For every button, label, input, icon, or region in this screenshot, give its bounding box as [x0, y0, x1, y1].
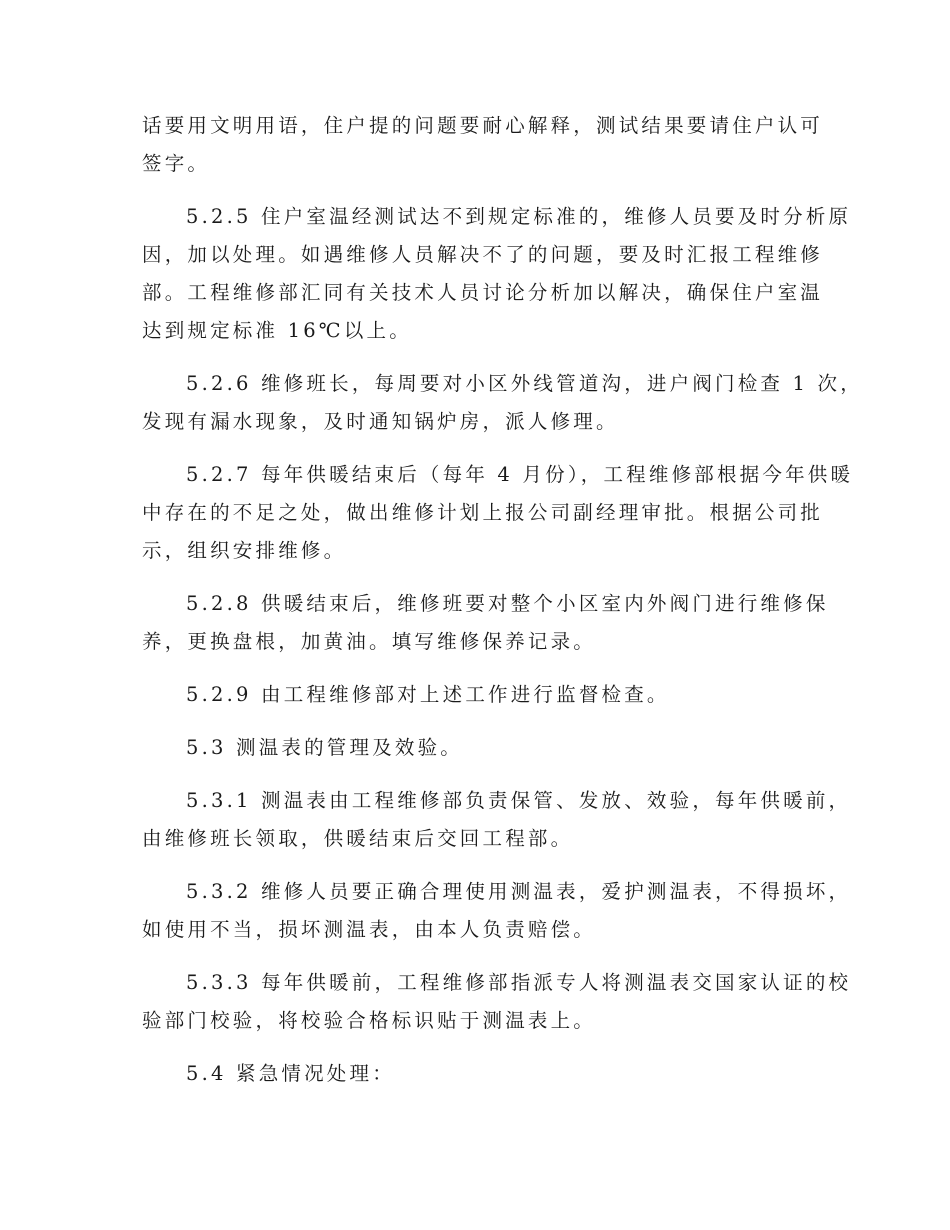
- text-line: 养，更换盘根，加黄油。填写维修保养记录。: [142, 630, 597, 653]
- text-line: 因，加以处理。如遇维修人员解决不了的问题，要及时汇报工程维修: [142, 243, 824, 266]
- text-line: 由维修班长领取，供暖结束后交回工程部。: [142, 827, 574, 850]
- text-line: 中存在的不足之处，做出维修计划上报公司副经理审批。根据公司批: [142, 501, 824, 524]
- text-line: 5.3.3 每年供暖前，工程维修部指派专人将测温表交国家认证的校: [186, 971, 852, 994]
- text-line: 验部门校验，将校验合格标识贴于测温表上。: [142, 1009, 597, 1032]
- text-line: 话要用文明用语，住户提的问题要耐心解释，测试结果要请住户认可: [142, 114, 824, 137]
- text-line: 5.3.2 维修人员要正确合理使用测温表，爱护测温表，不得损坏，: [186, 880, 852, 903]
- text-line: 示，组织安排维修。: [142, 539, 347, 562]
- text-line: 5.2.9 由工程维修部对上述工作进行监督检查。: [186, 683, 670, 706]
- text-line: 5.2.6 维修班长，每周要对小区外线管道沟，进户阀门检查 1 次，: [186, 372, 863, 395]
- text-line: 5.2.5 住户室温经测试达不到规定标准的，维修人员要及时分析原: [186, 205, 852, 228]
- text-line: 达到规定标准 16℃以上。: [142, 319, 412, 342]
- text-line: 发现有漏水现象，及时通知锅炉房，派人修理。: [142, 410, 619, 433]
- section-heading: 5.3 测温表的管理及效验。: [186, 736, 464, 759]
- text-line: 如使用不当，损坏测温表，由本人负责赔偿。: [142, 918, 597, 941]
- text-line: 5.2.8 供暖结束后，维修班要对整个小区室内外阀门进行维修保: [186, 592, 829, 615]
- section-heading: 5.4 紧急情况处理：: [186, 1062, 395, 1085]
- text-line: 5.3.1 测温表由工程维修部负责保管、发放、效验，每年供暖前，: [186, 789, 852, 812]
- text-line: 5.2.7 每年供暖结束后（每年 4 月份），工程维修部根据今年供暖: [186, 463, 854, 486]
- text-line: 部。工程维修部汇同有关技术人员讨论分析加以解决，确保住户室温: [142, 281, 824, 304]
- text-line: 签字。: [142, 152, 211, 175]
